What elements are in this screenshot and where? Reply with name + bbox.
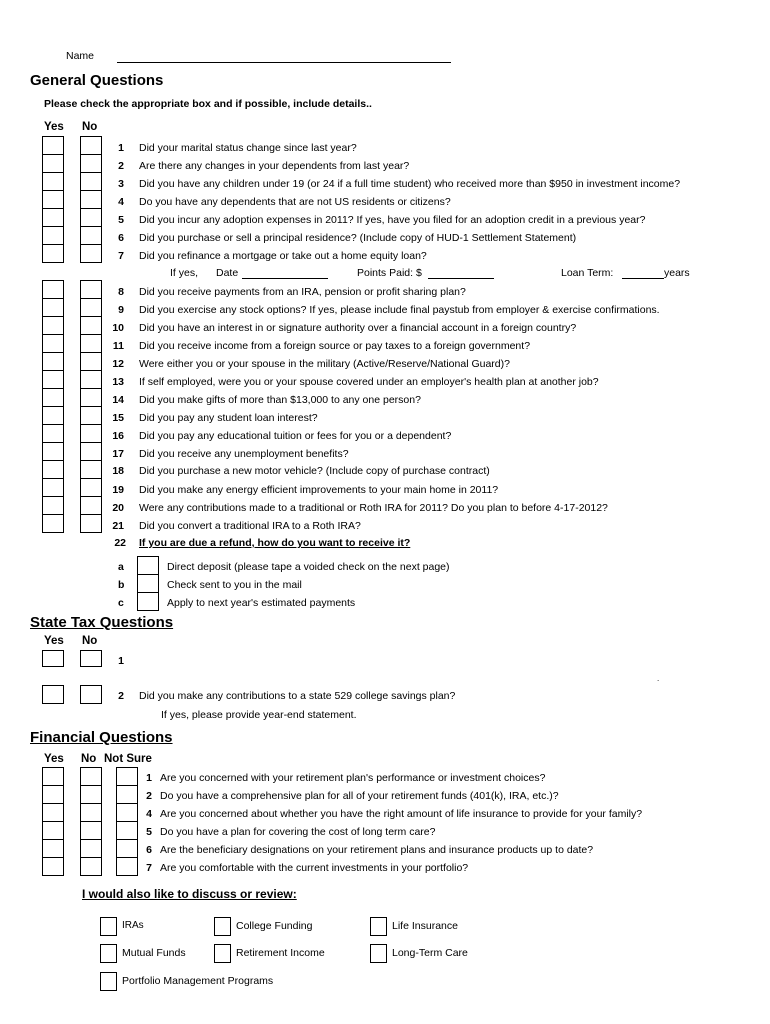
- state-q1-no-checkbox[interactable]: [80, 650, 102, 667]
- general-yes-checkbox[interactable]: [42, 478, 64, 497]
- state-stray-dot: .: [657, 674, 660, 683]
- financial-notsure-checkbox[interactable]: [116, 767, 138, 786]
- general-q12-number: 12: [112, 358, 124, 370]
- discuss-retirement-income-label: Retirement Income: [236, 947, 325, 959]
- general-yes-checkbox[interactable]: [42, 442, 64, 461]
- general-no-checkbox[interactable]: [80, 460, 102, 479]
- general-q4-text: Do you have any dependents that are not US residents or citizens?: [139, 196, 451, 208]
- discuss-title: I would also like to discuss or review:: [82, 887, 297, 901]
- general-q12-text: Were either you or your spouse in the military (Active/Reserve/National Guard)?: [139, 358, 510, 370]
- general-no-checkbox[interactable]: [80, 136, 102, 155]
- financial-yes-checkbox[interactable]: [42, 785, 64, 804]
- financial-no-header: No: [81, 753, 97, 765]
- state-q1-yes-checkbox[interactable]: [42, 650, 64, 667]
- refi-if-yes: If yes,: [170, 267, 199, 279]
- general-yes-checkbox[interactable]: [42, 172, 64, 191]
- general-q18-number: 18: [112, 465, 124, 477]
- financial-q6-number: 6: [146, 844, 152, 856]
- general-q5-text: Did you incur any adoption expenses in 2011? If yes, have you filed for an adoption credit in a previous year?: [139, 214, 646, 226]
- name-line[interactable]: [117, 62, 451, 63]
- financial-no-checkbox[interactable]: [80, 857, 102, 876]
- general-yes-checkbox[interactable]: [42, 406, 64, 425]
- discuss-long-term-care-checkbox[interactable]: [370, 944, 387, 963]
- general-no-checkbox[interactable]: [80, 280, 102, 299]
- general-no-checkbox[interactable]: [80, 316, 102, 335]
- general-q6-number: 6: [118, 232, 124, 244]
- general-q14-number: 14: [112, 394, 124, 406]
- financial-notsure-checkbox[interactable]: [116, 857, 138, 876]
- refi-years-label: years: [664, 267, 690, 279]
- refi-term-label: Loan Term:: [561, 267, 614, 279]
- general-no-checkbox[interactable]: [80, 190, 102, 209]
- general-q20-text: Were any contributions made to a traditional or Roth IRA for 2011? Do you plan to before 4-17-2012?: [139, 502, 608, 514]
- discuss-iras-label: IRAs: [122, 920, 144, 931]
- discuss-mutual-funds-label: Mutual Funds: [122, 947, 186, 959]
- general-q2-number: 2: [118, 160, 124, 172]
- general-yes-checkbox[interactable]: [42, 190, 64, 209]
- general-q16-number: 16: [112, 430, 124, 442]
- general-yes-checkbox[interactable]: [42, 388, 64, 407]
- financial-yes-checkbox[interactable]: [42, 767, 64, 786]
- financial-yes-checkbox[interactable]: [42, 803, 64, 822]
- financial-yes-checkbox[interactable]: [42, 839, 64, 858]
- q22-option-a-checkbox[interactable]: [137, 556, 159, 575]
- state-q2-note: If yes, please provide year-end statement.: [161, 709, 357, 721]
- financial-no-checkbox[interactable]: [80, 839, 102, 858]
- discuss-life-insurance-label: Life Insurance: [392, 920, 458, 932]
- q22-option-c-text: Apply to next year's estimated payments: [167, 597, 356, 609]
- financial-no-checkbox[interactable]: [80, 803, 102, 822]
- general-yes-header: Yes: [44, 121, 64, 133]
- general-no-checkbox[interactable]: [80, 496, 102, 515]
- financial-yes-header: Yes: [44, 753, 64, 765]
- general-q2-text: Are there any changes in your dependents from last year?: [139, 160, 410, 172]
- general-q13-number: 13: [112, 376, 124, 388]
- general-no-checkbox[interactable]: [80, 388, 102, 407]
- name-label: Name: [66, 50, 95, 62]
- general-no-checkbox[interactable]: [80, 298, 102, 317]
- general-no-checkbox[interactable]: [80, 352, 102, 371]
- general-q15-number: 15: [112, 412, 124, 424]
- discuss-college-funding-checkbox[interactable]: [214, 917, 231, 936]
- general-yes-checkbox[interactable]: [42, 226, 64, 245]
- discuss-mutual-funds-checkbox[interactable]: [100, 944, 117, 963]
- general-yes-checkbox[interactable]: [42, 136, 64, 155]
- general-no-header: No: [82, 121, 98, 133]
- q22-option-c-letter: c: [118, 597, 124, 609]
- general-q21-number: 21: [112, 520, 124, 532]
- general-q21-text: Did you convert a traditional IRA to a Roth IRA?: [139, 520, 361, 532]
- financial-q2-number: 2: [146, 790, 152, 802]
- general-yes-checkbox[interactable]: [42, 316, 64, 335]
- general-q4-number: 4: [118, 196, 124, 208]
- general-yes-checkbox[interactable]: [42, 496, 64, 515]
- general-yes-checkbox[interactable]: [42, 280, 64, 299]
- discuss-portfolio-management-label: Portfolio Management Programs: [122, 975, 274, 987]
- general-q20-number: 20: [112, 502, 124, 514]
- state-q2-yes-checkbox[interactable]: [42, 685, 64, 704]
- general-no-checkbox[interactable]: [80, 442, 102, 461]
- general-q14-text: Did you make gifts of more than $13,000 to any one person?: [139, 394, 421, 406]
- general-q19-number: 19: [112, 484, 124, 496]
- q22-option-a-text: Direct deposit (please tape a voided check on the next page): [167, 561, 450, 573]
- general-no-checkbox[interactable]: [80, 370, 102, 389]
- general-yes-checkbox[interactable]: [42, 514, 64, 533]
- general-q11-text: Did you receive income from a foreign source or pay taxes to a foreign government?: [139, 340, 531, 352]
- general-q19-text: Did you make any energy efficient improvements to your main home in 2011?: [139, 484, 499, 496]
- state-title: State Tax Questions: [30, 614, 174, 631]
- financial-q7-number: 7: [146, 862, 152, 874]
- general-q6-text: Did you purchase or sell a principal residence? (Include copy of HUD-1 Settlement Statement): [139, 232, 577, 244]
- financial-title: Financial Questions: [30, 729, 173, 746]
- general-q15-text: Did you pay any student loan interest?: [139, 412, 318, 424]
- general-q8-number: 8: [118, 286, 124, 298]
- q22-option-b-text: Check sent to you in the mail: [167, 579, 302, 591]
- financial-q5-number: 5: [146, 826, 152, 838]
- general-q7-text: Did you refinance a mortgage or take out a home equity loan?: [139, 250, 427, 262]
- financial-notsure-checkbox[interactable]: [116, 803, 138, 822]
- general-q17-number: 17: [112, 448, 124, 460]
- q22-option-a-letter: a: [118, 561, 124, 573]
- refi-date-line[interactable]: [242, 278, 328, 279]
- discuss-life-insurance-checkbox[interactable]: [370, 917, 387, 936]
- general-no-checkbox[interactable]: [80, 478, 102, 497]
- financial-q7-text: Are you comfortable with the current investments in your portfolio?: [160, 862, 469, 874]
- refi-date-label: Date: [216, 267, 239, 279]
- q22-option-c-checkbox[interactable]: [137, 592, 159, 611]
- general-yes-checkbox[interactable]: [42, 370, 64, 389]
- general-q1-number: 1: [118, 142, 124, 154]
- general-no-checkbox[interactable]: [80, 514, 102, 533]
- q22-option-b-checkbox[interactable]: [137, 574, 159, 593]
- general-no-checkbox[interactable]: [80, 208, 102, 227]
- financial-q2-text: Do you have a comprehensive plan for all of your retirement funds (401(k), IRA, etc.)?: [160, 790, 559, 802]
- general-q3-number: 3: [118, 178, 124, 190]
- financial-q4-text: Are you concerned about whether you have the right amount of life insurance to provide for your family?: [160, 808, 643, 820]
- general-no-checkbox[interactable]: [80, 226, 102, 245]
- discuss-iras-checkbox[interactable]: [100, 917, 117, 936]
- general-q3-text: Did you have any children under 19 (or 24 if a full time student) who received more than $950 in investment income?: [139, 178, 681, 190]
- general-title: General Questions: [30, 72, 164, 89]
- general-no-checkbox[interactable]: [80, 244, 102, 263]
- financial-notsure-checkbox[interactable]: [116, 839, 138, 858]
- general-q18-text: Did you purchase a new motor vehicle? (Include copy of purchase contract): [139, 465, 490, 477]
- financial-yes-checkbox[interactable]: [42, 857, 64, 876]
- financial-no-checkbox[interactable]: [80, 767, 102, 786]
- general-q16-text: Did you pay any educational tuition or fees for you or a dependent?: [139, 430, 452, 442]
- state-q2-no-checkbox[interactable]: [80, 685, 102, 704]
- general-yes-checkbox[interactable]: [42, 334, 64, 353]
- financial-notsure-checkbox[interactable]: [116, 821, 138, 840]
- general-yes-checkbox[interactable]: [42, 154, 64, 173]
- financial-q6-text: Are the beneficiary designations on your retirement plans and insurance products up to date?: [160, 844, 594, 856]
- general-q17-text: Did you receive any unemployment benefits?: [139, 448, 349, 460]
- general-no-checkbox[interactable]: [80, 154, 102, 173]
- q22-option-b-letter: b: [118, 579, 125, 591]
- general-yes-checkbox[interactable]: [42, 460, 64, 479]
- general-q8-text: Did you receive payments from an IRA, pension or profit sharing plan?: [139, 286, 466, 298]
- general-q9-number: 9: [118, 304, 124, 316]
- state-q2-number: 2: [118, 690, 124, 702]
- general-no-checkbox[interactable]: [80, 172, 102, 191]
- general-yes-checkbox[interactable]: [42, 298, 64, 317]
- general-q9-text: Did you exercise any stock options? If yes, please include final paystub from employer & exercise confirmations.: [139, 304, 660, 316]
- general-q11-number: 11: [112, 340, 124, 352]
- discuss-portfolio-management-checkbox[interactable]: [100, 972, 117, 991]
- state-q1-number: 1: [118, 655, 124, 667]
- q22-text: If you are due a refund, how do you want to receive it?: [139, 537, 411, 549]
- financial-no-checkbox[interactable]: [80, 821, 102, 840]
- discuss-long-term-care-label: Long-Term Care: [392, 947, 468, 959]
- general-yes-checkbox[interactable]: [42, 424, 64, 443]
- refi-term-line[interactable]: [622, 278, 664, 279]
- refi-points-label: Points Paid: $: [357, 267, 422, 279]
- financial-notsure-checkbox[interactable]: [116, 785, 138, 804]
- q22-number: 22: [114, 537, 126, 549]
- general-q7-number: 7: [118, 250, 124, 262]
- financial-yes-checkbox[interactable]: [42, 821, 64, 840]
- discuss-retirement-income-checkbox[interactable]: [214, 944, 231, 963]
- general-no-checkbox[interactable]: [80, 406, 102, 425]
- general-q1-text: Did your marital status change since last year?: [139, 142, 357, 154]
- general-no-checkbox[interactable]: [80, 334, 102, 353]
- financial-q4-number: 4: [146, 808, 152, 820]
- refi-points-line[interactable]: [428, 278, 494, 279]
- discuss-college-funding-label: College Funding: [236, 920, 313, 932]
- general-instruction: Please check the appropriate box and if possible, include details..: [44, 98, 372, 110]
- financial-no-checkbox[interactable]: [80, 785, 102, 804]
- general-q10-text: Did you have an interest in or signature authority over a financial account in a foreign country?: [139, 322, 577, 334]
- financial-q5-text: Do you have a plan for covering the cost of long term care?: [160, 826, 436, 838]
- financial-q1-number: 1: [146, 772, 152, 784]
- general-q5-number: 5: [118, 214, 124, 226]
- general-yes-checkbox[interactable]: [42, 244, 64, 263]
- general-yes-checkbox[interactable]: [42, 352, 64, 371]
- general-yes-checkbox[interactable]: [42, 208, 64, 227]
- state-no-header: No: [82, 635, 98, 647]
- general-no-checkbox[interactable]: [80, 424, 102, 443]
- financial-q1-text: Are you concerned with your retirement plan's performance or investment choices?: [160, 772, 546, 784]
- general-q13-text: If self employed, were you or your spouse covered under an employer's health plan at another job?: [139, 376, 599, 388]
- state-yes-header: Yes: [44, 635, 64, 647]
- state-q2-text: Did you make any contributions to a state 529 college savings plan?: [139, 690, 456, 702]
- financial-notsure-header: Not Sure: [104, 753, 152, 765]
- general-q10-number: 10: [112, 322, 124, 334]
